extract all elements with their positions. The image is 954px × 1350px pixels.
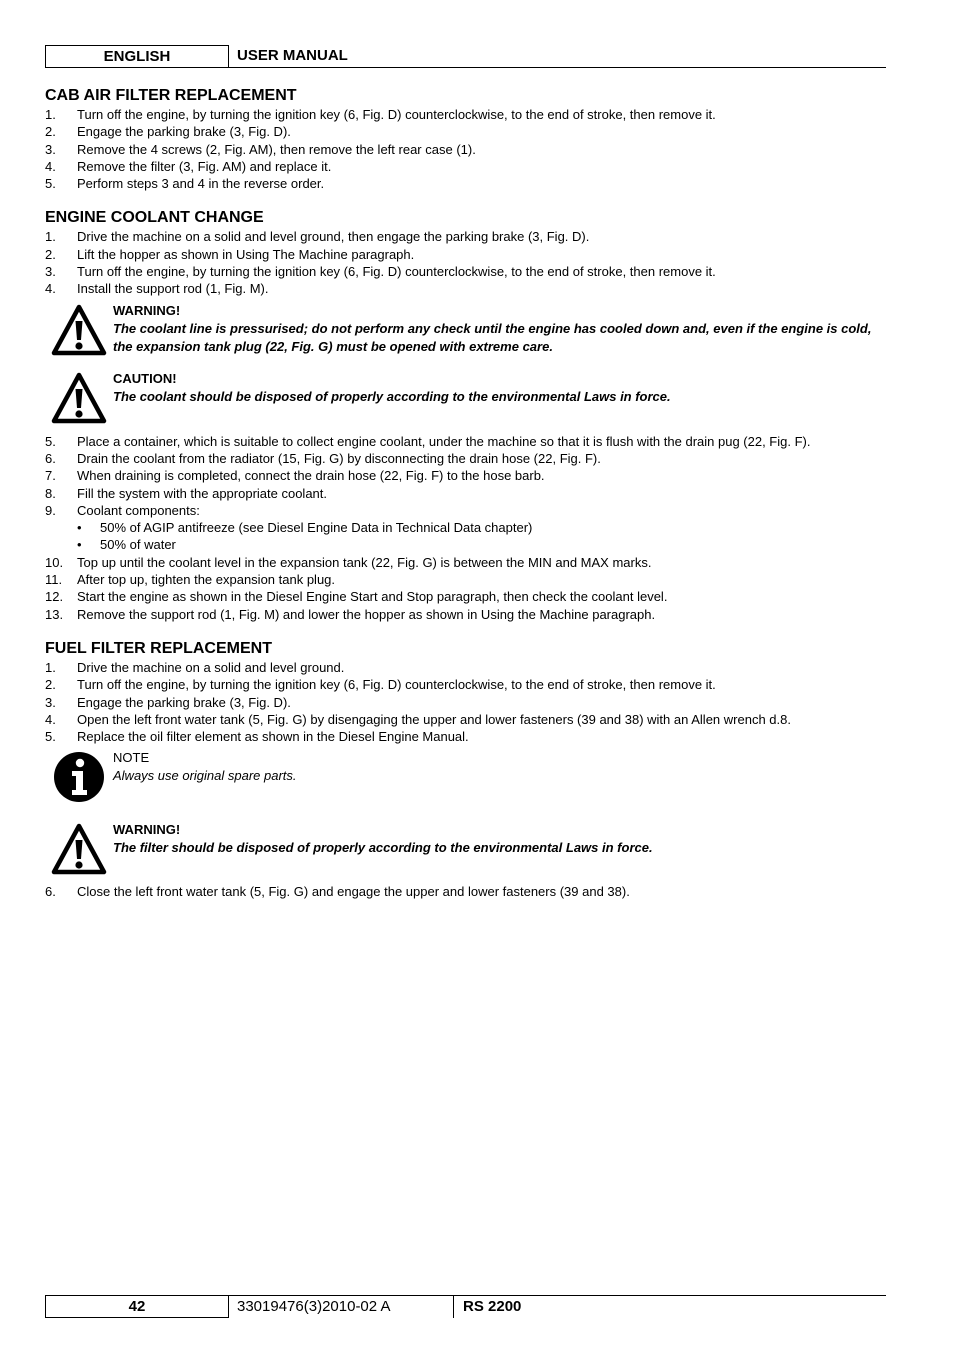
- list-item: 3. Remove the 4 screws (2, Fig. AM), then remove the left rear case (1).: [45, 141, 476, 157]
- step-list: [45, 554, 886, 623]
- page-footer: [45, 1295, 886, 1318]
- section-fuel-filter: [45, 639, 886, 901]
- caution-notice: [45, 370, 886, 428]
- document-code: 33019476(3)2010-02 A: [237, 1298, 391, 1315]
- list-item: 8. Fill the system with the appropriate coolant.: [45, 485, 328, 501]
- section-title: ENGINE COOLANT CHANGE: [45, 209, 264, 227]
- info-circle-icon: [51, 751, 107, 803]
- list-item: 4. Install the support rod (1, Fig. M).: [45, 281, 269, 297]
- section-title: FUEL FILTER REPLACEMENT: [45, 639, 272, 657]
- warning-triangle-icon: [51, 372, 107, 424]
- notice-text: The coolant should be disposed of properly according to the environmental Laws in force.: [113, 388, 671, 404]
- notice-label: CAUTION!: [113, 370, 177, 386]
- notice-text: The coolant line is pressurised; do not perform any check until the engine has cooled down and, even if the engine is cold, the expansion tank plug (22, Fig. G) must be opened with extreme care.: [113, 320, 872, 354]
- footer-divider: [453, 1296, 454, 1318]
- section-cab-air-filter: [45, 86, 886, 192]
- list-item: 12. Start the engine as shown in the Diesel Engine Start and Stop paragraph, then check the coolant level.: [45, 589, 668, 605]
- list-item: • 50% of AGIP antifreeze (see Diesel Engine Data in Technical Data chapter): [77, 520, 533, 536]
- step-list: [45, 883, 886, 900]
- page-number: 42: [45, 1296, 229, 1318]
- list-item: 6. Drain the coolant from the radiator (15, Fig. G) by disconnecting the drain hose (22, Fig. F).: [45, 450, 601, 466]
- list-item: 3. Turn off the engine, by turning the ignition key (6, Fig. D) counterclockwise, to the end of stroke, then remove it.: [45, 264, 716, 280]
- list-item: 7. When draining is completed, connect the drain hose (22, Fig. F) to the hose barb.: [45, 468, 545, 484]
- list-item: 4. Remove the filter (3, Fig. AM) and replace it.: [45, 158, 332, 174]
- list-item: 2. Lift the hopper as shown in Using The Machine paragraph.: [45, 246, 415, 262]
- notice-label: WARNING!: [113, 822, 181, 838]
- warning-triangle-icon: [51, 823, 107, 875]
- warning-notice: [45, 821, 886, 879]
- list-item: 5. Perform steps 3 and 4 in the reverse order.: [45, 176, 325, 192]
- list-item: 6. Close the left front water tank (5, Fig. G) and engage the upper and lower fasteners (39 and 38).: [45, 884, 630, 900]
- step-list: [45, 228, 886, 297]
- section-title: CAB AIR FILTER REPLACEMENT: [45, 87, 297, 104]
- list-item: 1. Drive the machine on a solid and level ground.: [45, 659, 345, 675]
- list-item: 5. Replace the oil filter element as shown in the Diesel Engine Manual.: [45, 729, 469, 745]
- list-item: 1. Drive the machine on a solid and level ground, then engage the parking brake (3, Fig. D).: [45, 229, 590, 245]
- notice-text: Always use original spare parts.: [113, 768, 297, 784]
- warning-triangle-icon: [51, 304, 107, 356]
- list-item: • 50% of water: [77, 537, 176, 553]
- note-notice: [45, 749, 886, 807]
- header-language: ENGLISH: [45, 45, 229, 67]
- list-item: 11. After top up, tighten the expansion tank plug.: [45, 572, 336, 588]
- list-item: 5. Place a container, which is suitable to collect engine coolant, under the machine so that it is flush with the drain pug (22, Fig. F).: [45, 433, 811, 449]
- list-item: 13. Remove the support rod (1, Fig. M) and lower the hopper as shown in Using the Machine paragraph.: [45, 606, 656, 622]
- list-item: 9. Coolant components:: [45, 502, 200, 518]
- step-list: [45, 659, 886, 745]
- page-header: [45, 45, 886, 68]
- list-item: 4. Open the left front water tank (5, Fig. G) by disengaging the upper and lower fasteners (39 and 38) with an Allen wrench d.8.: [45, 711, 791, 727]
- model-name: RS 2200: [463, 1298, 522, 1315]
- list-item: 10. Top up until the coolant level in the expansion tank (22, Fig. G) is between the MIN and MAX marks.: [45, 554, 652, 570]
- list-item: 2. Turn off the engine, by turning the ignition key (6, Fig. D) counterclockwise, to the end of stroke, then remove it.: [45, 677, 716, 693]
- notice-label: WARNING!: [113, 302, 181, 318]
- warning-notice: [45, 302, 886, 360]
- notice-label: NOTE: [113, 750, 150, 766]
- header-title: USER MANUAL: [237, 47, 348, 64]
- step-list: [45, 433, 886, 519]
- list-item: 1. Turn off the engine, by turning the ignition key (6, Fig. D) counterclockwise, to the end of stroke, then remove it.: [45, 107, 716, 122]
- page-content: [45, 86, 886, 901]
- notice-text: The filter should be disposed of properly according to the environmental Laws in force.: [113, 840, 653, 856]
- step-list: [45, 106, 886, 192]
- list-item: 3. Engage the parking brake (3, Fig. D).: [45, 694, 291, 710]
- section-engine-coolant: [45, 208, 886, 622]
- list-item: 2. Engage the parking brake (3, Fig. D).: [45, 124, 291, 140]
- bullet-list: [45, 519, 886, 554]
